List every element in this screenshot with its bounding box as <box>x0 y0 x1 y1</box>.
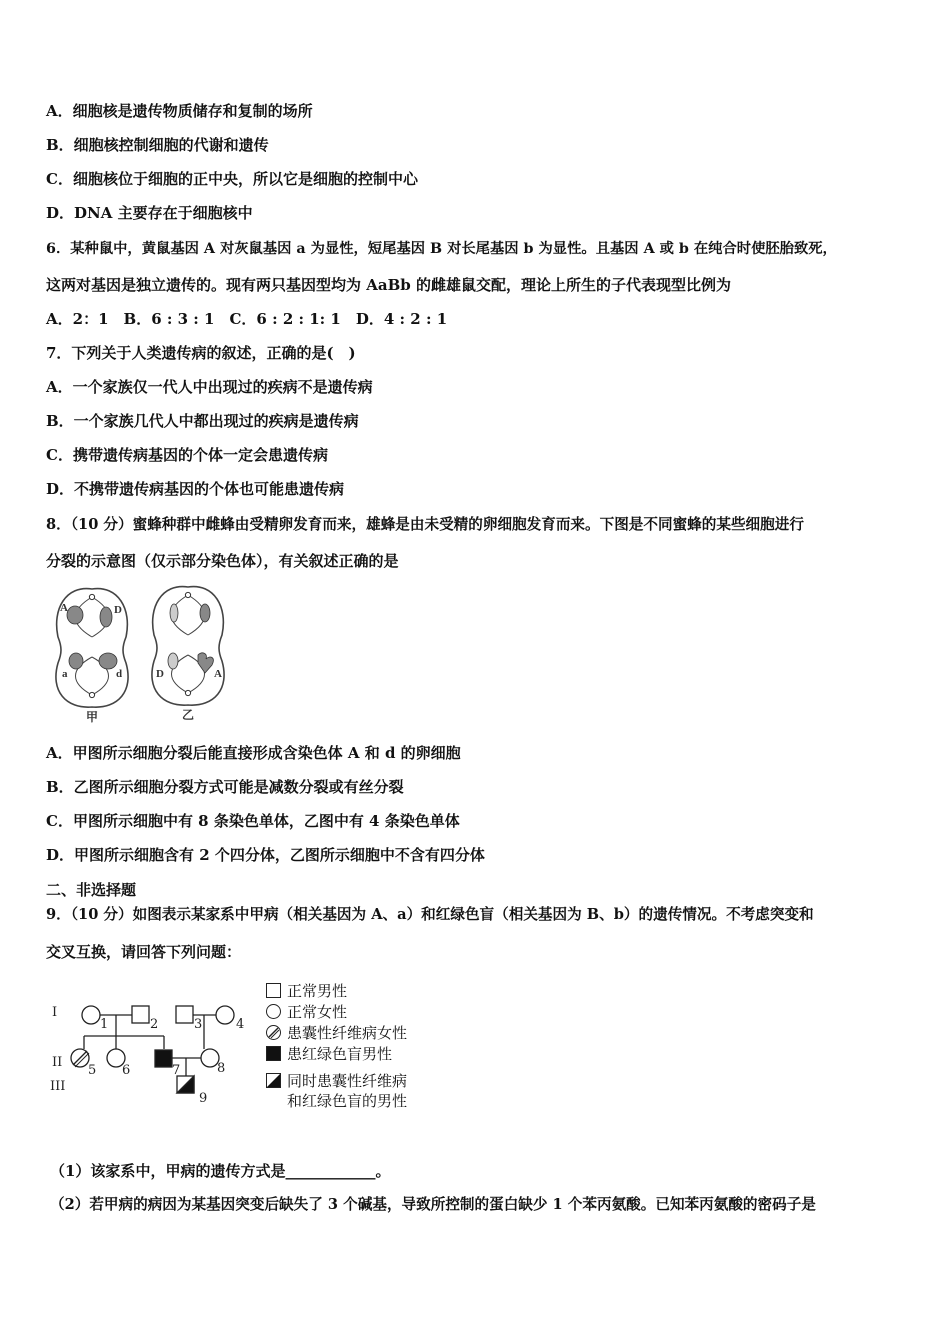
svg-text:2: 2 <box>150 1017 159 1032</box>
q6-stem-line1: 6．某种鼠中，黄鼠基因 A 对灰鼠基因 a 为显性，短尾基因 B 对长尾基因 b 为显性。且基因 A 或 b 在纯合时使胚胎致死， <box>46 241 837 257</box>
chromosome-yi-3 <box>168 653 178 669</box>
individual-4 <box>216 1006 234 1024</box>
cell1-label-a: a <box>62 668 68 680</box>
q9-sub2: （2）若甲病的病因为某基因突变后缺失了 3 个碱基，导致所控制的蛋白缺少 1 个苯丙氨酸。已知苯丙氨酸的密码子是 <box>50 1196 816 1213</box>
cell2-caption: 乙 <box>182 708 195 722</box>
svg-text:9: 9 <box>199 1091 208 1106</box>
legend-both-male-line2: 和红绿色盲的男性 <box>287 1091 408 1110</box>
chromosome-jia-3 <box>69 653 83 669</box>
svg-text:1: 1 <box>100 1017 109 1032</box>
q9-stem-line1: 9．（10 分）如图表示某家系中甲病（相关基因为 A、a）和红绿色盲（相关基因为 B、b）的遗传情况。不考虑突变和 <box>46 906 814 923</box>
chromosome-yi-1 <box>170 604 178 622</box>
q7-option-a: A．一个家族仅一代人中出现过的疾病不是遗传病 <box>46 378 373 396</box>
colorblind-male-symbol <box>266 1046 281 1061</box>
q8-option-d: D．甲图所示细胞含有 2 个四分体，乙图所示细胞中不含有四分体 <box>46 846 485 864</box>
svg-text:4: 4 <box>236 1017 245 1032</box>
q8-option-c: C．甲图所示细胞中有 8 条染色单体，乙图中有 4 条染色单体 <box>46 812 460 830</box>
cell1-label-D: D <box>114 604 122 616</box>
q8-option-a: A．甲图所示细胞分裂后能直接形成含染色体 A 和 d 的卵细胞 <box>46 744 461 762</box>
generation-i-label: I <box>52 1005 58 1020</box>
cell2-label-A: A <box>214 668 222 680</box>
q7-stem: 7．下列关于人类遗传病的叙述，正确的是( ) <box>46 344 356 362</box>
q5-option-b: B．细胞核控制细胞的代谢和遗传 <box>46 136 269 154</box>
svg-text:3: 3 <box>194 1017 203 1032</box>
q6-options: A．2：1 B．6 : 3 : 1 C．6 : 2 : 1: 1 D．4 : 2 : 1 <box>46 310 448 328</box>
q9-sub1: （1）该家系中，甲病的遗传方式是____________。 <box>50 1162 391 1180</box>
q9-stem-line2: 交叉互换，请回答下列问题： <box>46 943 242 961</box>
q5-option-a: A．细胞核是遗传物质储存和复制的场所 <box>46 102 313 120</box>
chromosome-jia-4 <box>99 653 117 669</box>
normal-male-symbol <box>266 983 281 998</box>
svg-text:6: 6 <box>122 1063 131 1078</box>
legend-affected-female: 患囊性纤维病女性 <box>266 1022 407 1042</box>
affected-female-symbol <box>266 1025 281 1040</box>
q7-option-c: C．携带遗传病基因的个体一定会患遗传病 <box>46 446 328 464</box>
legend-both-male: 同时患囊性纤维病 <box>266 1070 407 1090</box>
q5-option-c: C．细胞核位于细胞的正中央，所以它是细胞的控制中心 <box>46 170 418 188</box>
chromosome-jia-1 <box>67 606 83 624</box>
q7-option-b: B．一个家族几代人中都出现过的疾病是遗传病 <box>46 412 359 430</box>
q8-option-b: B．乙图所示细胞分裂方式可能是减数分裂或有丝分裂 <box>46 778 404 796</box>
normal-female-symbol <box>266 1004 281 1019</box>
individual-7 <box>155 1050 172 1067</box>
cell-division-figure <box>48 583 238 723</box>
svg-text:8: 8 <box>217 1061 226 1076</box>
pedigree-legend <box>266 980 456 1110</box>
q8-stem-line1: 8．（10 分）蜜蜂种群中雌蜂由受精卵发育而来，雄蜂是由未受精的卵细胞发育而来。下图是不同蜜蜂的某些细胞进行 <box>46 516 804 533</box>
both-affected-male-symbol <box>266 1073 281 1088</box>
generation-iii-label: III <box>50 1079 66 1094</box>
cell1-label-A: A <box>60 602 68 614</box>
section-heading: 二、非选择题 <box>46 881 137 899</box>
legend-normal-female: 正常女性 <box>266 1001 347 1021</box>
svg-text:7: 7 <box>172 1063 181 1078</box>
legend-normal-male: 正常男性 <box>266 980 347 1000</box>
chromosome-yi-2 <box>200 604 210 622</box>
chromosome-yi-4 <box>198 653 213 673</box>
chromosome-jia-2 <box>100 607 112 627</box>
q6-stem-line2: 这两对基因是独立遗传的。现有两只基因型均为 AaBb 的雌雄鼠交配，理论上所生的子代表现型比例为 <box>46 276 731 294</box>
svg-text:5: 5 <box>88 1063 97 1078</box>
q7-option-d: D．不携带遗传病基因的个体也可能患遗传病 <box>46 480 345 498</box>
cell1-label-d: d <box>116 668 123 680</box>
individual-3 <box>176 1006 193 1023</box>
individual-1 <box>82 1006 100 1024</box>
cell1-caption: 甲 <box>86 710 99 723</box>
generation-ii-label: II <box>52 1055 63 1070</box>
individual-2 <box>132 1006 149 1023</box>
pedigree-chart <box>44 998 264 1108</box>
cell-yi-membrane <box>152 587 224 706</box>
q8-stem-line2: 分裂的示意图（仅示部分染色体），有关叙述正确的是 <box>46 552 399 570</box>
cell2-label-D: D <box>156 668 164 680</box>
q5-option-d: D．DNA 主要存在于细胞核中 <box>46 204 253 222</box>
legend-colorblind-male: 患红绿色盲男性 <box>266 1043 392 1063</box>
